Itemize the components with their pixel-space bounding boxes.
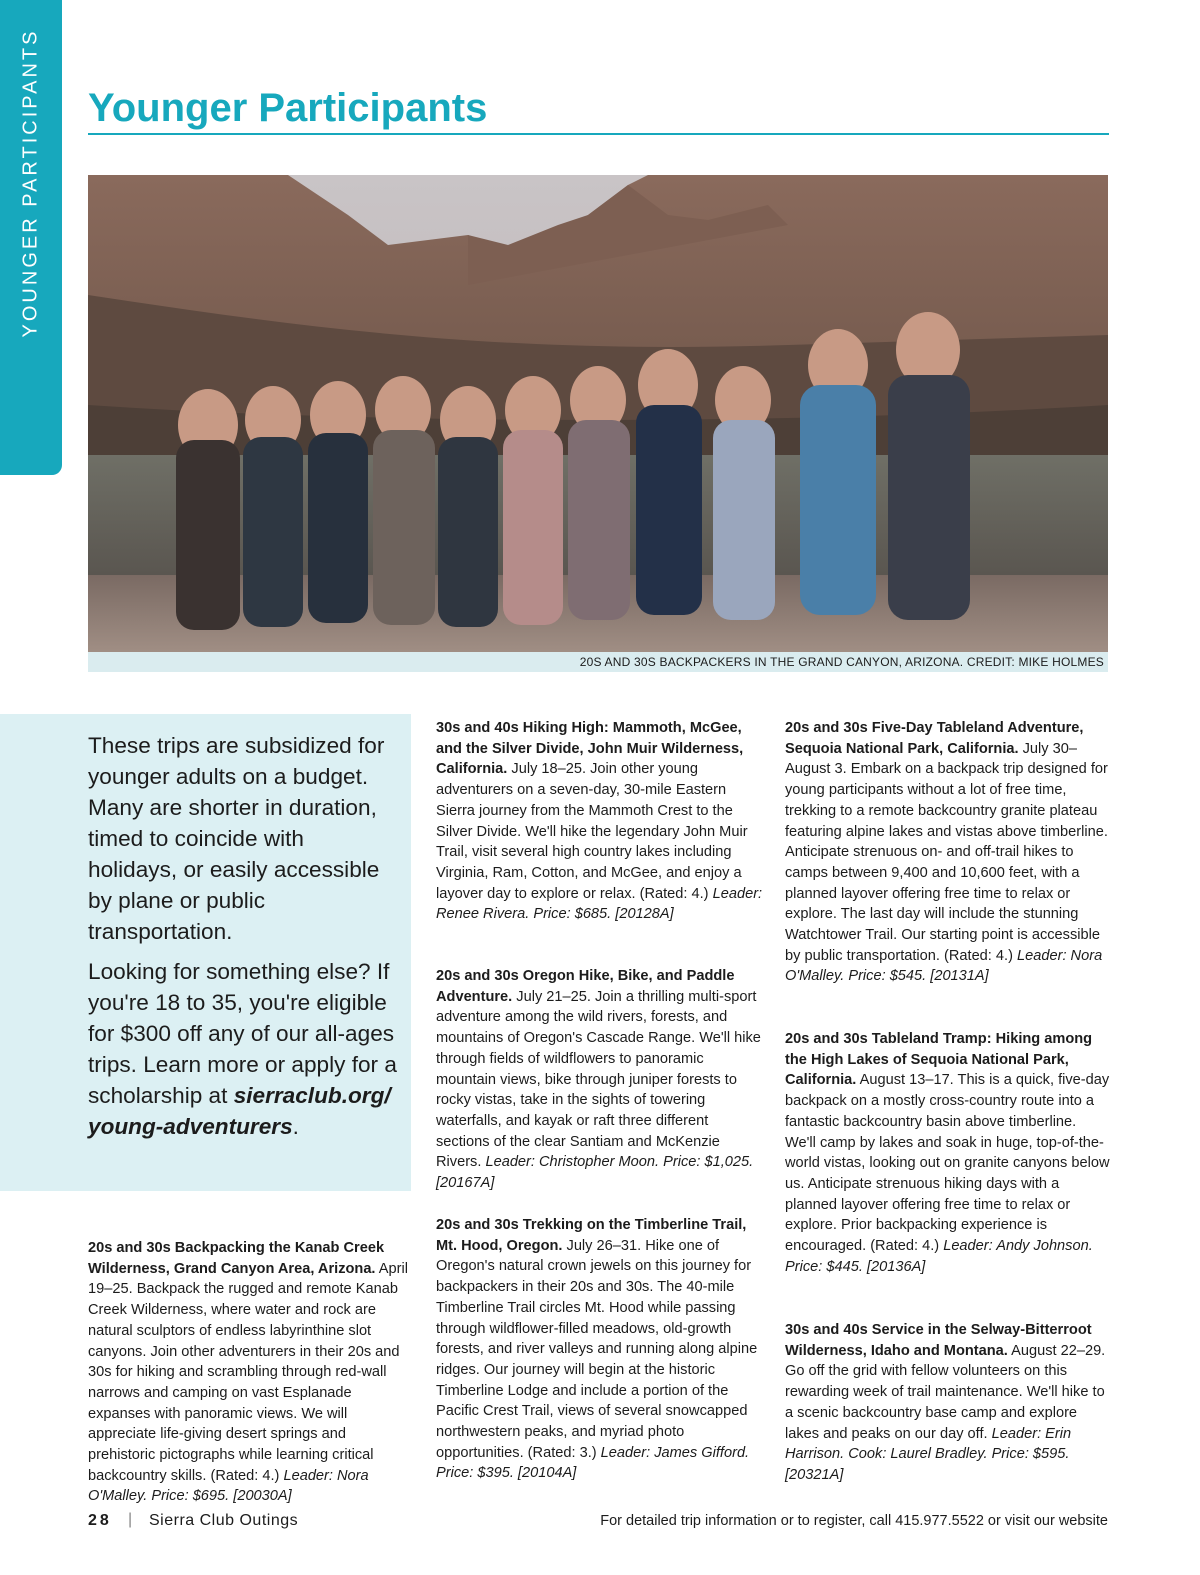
- trip-title: 30s and 40s Service in the Selway-Bitterroot Wilderness, Idaho and Montana.: [785, 1322, 1092, 1359]
- intro-paragraph-2-end: .: [292, 1114, 299, 1139]
- trip-title: 20s and 30s Oregon Hike, Bike, and Paddle Adventure.: [436, 968, 735, 1005]
- trip-description: July 18–25. Join other young adventurers on a seven-day, 30-mile Eastern Sierra journey from the Mammoth Crest to the Silver Divide. We'll hike the legendary John Muir Trail, visit several high country lakes including Virginia, Ram, Cotton, and McGee, and enjoy a layover day to explore or relax. (Rated: 4.): [436, 761, 748, 902]
- trip-listing: [785, 1029, 1110, 1277]
- trip-leader-price: Leader: Nora O'Malley. Price: $695. [20030A]: [88, 1467, 369, 1505]
- trip-leader-price: Leader: Nora O'Malley. Price: $545. [20131A]: [785, 947, 1103, 985]
- trip-description: April 19–25. Backpack the rugged and remote Kanab Creek Wilderness, where water and rock are natural sculptors of endless labyrinthine slot canyons. Join other adventurers in their 20s and 30s for hiking and scrambling through red-wall narrows and camping on vast Esplanade expanses with panoramic views. We will appreciate life-giving desert springs and prehistoric pictographs while learning critical backcountry skills. (Rated: 4.): [88, 1260, 408, 1484]
- trip-leader-price: Leader: Christopher Moon. Price: $1,025. [20167A]: [436, 1154, 754, 1192]
- publication-name: Sierra Club Outings: [149, 1512, 299, 1529]
- intro-paragraph-2: [88, 956, 398, 1142]
- intro-text: [88, 730, 398, 1151]
- trip-listing: [88, 1238, 411, 1507]
- footer-separator: |: [128, 1511, 133, 1528]
- trip-listing: [436, 718, 764, 925]
- trip-description: July 30–August 3. Embark on a backpack trip designed for young participants without a lot of free time, trekking to a remote backcountry granite plateau featuring alpine lakes and vistas above timberline. Anticipate strenuous on- and off-trail hikes to camps between 9,400 and 10,600 feet, with a planned layover offering free time to relax or explore. The last day will include the stunning Watchtower Trail. Our starting point is accessible by public transportation. (Rated: 4.): [785, 740, 1108, 964]
- trip-title: 20s and 30s Tableland Tramp: Hiking among the High Lakes of Sequoia National Park, California.: [785, 1031, 1093, 1089]
- trip-leader-price: Leader: James Gifford. Price: $395. [20104A]: [436, 1444, 750, 1482]
- trip-description: August 22–29. Go off the grid with fellow volunteers on this rewarding week of trail maintenance. We'll hike to a scenic backcountry base camp and explore lakes and peaks on our day off.: [785, 1342, 1106, 1442]
- trip-description: July 21–25. Join a thrilling multi-sport adventure among the wild rivers, forests, and mountains of Oregon's Cascade Range. We'll hike through fields of wildflowers to panoramic mountain views, bike through juniper forests to rocky vistas, take in the sights of towering waterfalls, and kayak or raft three different sections of the clear Santiam and McKenzie Rivers.: [436, 988, 761, 1171]
- page-title: Younger Participants: [88, 86, 488, 130]
- young-adventurers-link[interactable]: sierraclub.org/ young-adventurers: [88, 1083, 391, 1139]
- trip-listing: [785, 1320, 1110, 1486]
- trip-listing: [436, 1215, 764, 1484]
- trip-description: July 26–31. Hike one of Oregon's natural crown jewels on this journey for backpackers in their 20s and 30s. The 40-mile Timberline Trail circles Mt. Hood while passing through wildflower-filled meadows, old-growth forests, and river valleys and running along alpine ridges. Our journey will begin at the historic Timberline Lodge and include a portion of the Pacific Crest Trail, views of several snowcapped northwestern peaks, and myriad photo opportunities. (Rated: 3.): [436, 1237, 758, 1461]
- intro-paragraph-1: These trips are subsidized for younger adults on a budget. Many are shorter in duration, timed to coincide with holidays, or easily accessible by plane or public transportation.: [88, 733, 385, 944]
- trip-listing: [436, 966, 764, 1194]
- title-divider: [88, 133, 1109, 135]
- photo-caption: 20S AND 30S BACKPACKERS IN THE GRAND CANYON, ARIZONA. CREDIT: MIKE HOLMES: [579, 655, 1104, 669]
- trip-title: 30s and 40s Hiking High: Mammoth, McGee, and the Silver Divide, John Muir Wilderness, California.: [436, 720, 744, 778]
- trip-title: 20s and 30s Trekking on the Timberline Trail, Mt. Hood, Oregon.: [436, 1217, 747, 1254]
- footer-contact: For detailed trip information or to register, call 415.977.5522 or visit our website: [600, 1513, 1108, 1529]
- intro-paragraph-2-text: Looking for something else? If you're 18 to 35, you're eligible for $300 off any of our all-ages trips. Learn more or apply for a scholarship at: [88, 959, 397, 1108]
- photo-caption-bar: [88, 652, 1108, 672]
- trip-description: August 13–17. This is a quick, five-day backpack on a mostly cross-country route into a fantastic backcountry basin above timberline. We'll camp by lakes and soak in huge, top-of-the-world vistas, looking out on granite canyons below us. Anticipate strenuous hiking days with a planned layover offering free time to relax or explore. Prior backpacking experience is encouraged. (Rated: 4.): [785, 1072, 1110, 1255]
- trip-title: 20s and 30s Five-Day Tableland Adventure, Sequoia National Park, California.: [785, 720, 1084, 757]
- group-photo: [88, 175, 1108, 652]
- trip-title: 20s and 30s Backpacking the Kanab Creek Wilderness, Grand Canyon Area, Arizona.: [88, 1240, 385, 1277]
- page-number: 28: [88, 1512, 112, 1529]
- trip-leader-price: Leader: Andy Johnson. Price: $445. [20136A]: [785, 1238, 1093, 1275]
- trip-leader-price: Leader: Renee Rivera. Price: $685. [20128A]: [436, 885, 763, 923]
- side-tab-label: YOUNGER PARTICIPANTS: [19, 28, 42, 338]
- trip-leader-price: Leader: Erin Harrison. Cook: Laurel Bradley. Price: $595. [20321A]: [785, 1425, 1072, 1483]
- section-side-tab: [0, 0, 62, 475]
- trip-listing: [785, 718, 1110, 987]
